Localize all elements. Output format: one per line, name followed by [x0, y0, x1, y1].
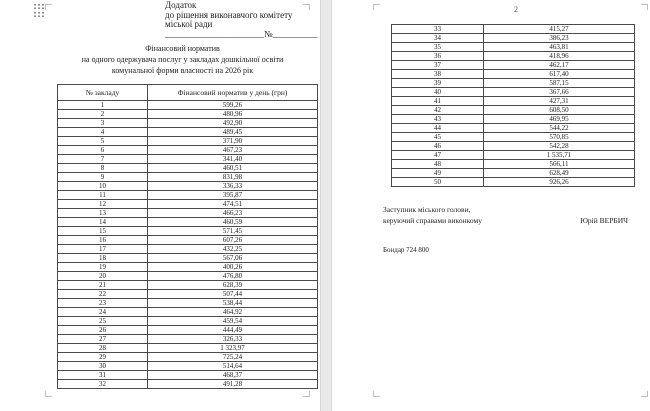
cell-number: 24: [58, 308, 148, 317]
cell-number: 36: [392, 52, 484, 61]
table-row: [392, 160, 635, 169]
cell-number: 1: [58, 101, 148, 110]
table-row: [392, 124, 635, 133]
cell-value: 367,66: [484, 88, 635, 97]
table-row: [58, 371, 318, 380]
table-row: [58, 353, 318, 362]
cell-value: 462,17: [484, 61, 635, 70]
table-row: [58, 245, 318, 254]
cell-value: 386,23: [484, 34, 635, 43]
cell-value: 418,96: [484, 52, 635, 61]
table-row: [58, 272, 318, 281]
cell-number: 44: [392, 124, 484, 133]
cell-number: 41: [392, 97, 484, 106]
cell-number: 49: [392, 169, 484, 178]
cell-number: 16: [58, 236, 148, 245]
table-row: [392, 97, 635, 106]
cell-value: 341,40: [148, 155, 318, 164]
cell-value: 468,37: [148, 371, 318, 380]
cell-value: 617,40: [484, 70, 635, 79]
cell-number: 4: [58, 128, 148, 137]
table-row: [58, 254, 318, 263]
cell-number: 46: [392, 142, 484, 151]
annex-block: [165, 1, 345, 40]
cell-value: 336,33: [148, 182, 318, 191]
table-row: [58, 173, 318, 182]
cell-number: 17: [58, 245, 148, 254]
text-boundary-corner: [45, 391, 52, 397]
cell-value: 628,49: [484, 169, 635, 178]
table-row: [392, 52, 635, 61]
cell-number: 29: [58, 353, 148, 362]
cell-value: 926,26: [484, 178, 635, 187]
cell-value: 538,44: [148, 299, 318, 308]
cell-value: 432,25: [148, 245, 318, 254]
cell-number: 10: [58, 182, 148, 191]
cell-number: 34: [392, 34, 484, 43]
table-row: [392, 79, 635, 88]
table-row: [58, 281, 318, 290]
cell-value: 628,39: [148, 281, 318, 290]
cell-value: 371,90: [148, 137, 318, 146]
signature-block: [383, 204, 628, 226]
cell-number: 42: [392, 106, 484, 115]
title-line: Фінансовий норматив: [145, 44, 220, 53]
cell-value: 566,11: [484, 160, 635, 169]
cell-number: 11: [58, 191, 148, 200]
table-row: [58, 218, 318, 227]
table-row: [58, 209, 318, 218]
cell-value: 480,96: [148, 110, 318, 119]
norms-table-page1[interactable]: [57, 84, 318, 389]
cell-value: 507,44: [148, 290, 318, 299]
cell-number: 6: [58, 146, 148, 155]
cell-number: 2: [58, 110, 148, 119]
page-number: 2: [514, 5, 518, 14]
annex-line: міської ради: [165, 19, 213, 30]
table-row: [58, 182, 318, 191]
text-boundary-corner: [641, 391, 648, 397]
table-row: [58, 344, 318, 353]
cell-number: 23: [58, 299, 148, 308]
cell-number: 31: [58, 371, 148, 380]
cell-value: 460,59: [148, 218, 318, 227]
annex-line: ______________________№__________: [165, 29, 318, 40]
cell-number: 14: [58, 218, 148, 227]
table-row: [58, 236, 318, 245]
cell-number: 3: [58, 119, 148, 128]
cell-number: 47: [392, 151, 484, 160]
table-row: [392, 133, 635, 142]
cell-number: 32: [58, 380, 148, 389]
cell-value: 489,45: [148, 128, 318, 137]
table-row: [58, 200, 318, 209]
table-row: [392, 115, 635, 124]
cell-value: 474,51: [148, 200, 318, 209]
signature-name: Юрій ВЕРБИЧ: [580, 216, 628, 225]
grid-dots-icon[interactable]: [33, 11, 45, 17]
table-row: [392, 178, 635, 187]
cell-value: 544,22: [484, 124, 635, 133]
table-row: [58, 380, 318, 389]
table-row: [58, 164, 318, 173]
executor-note: Бондар 724 800: [383, 246, 429, 254]
table-row: [58, 263, 318, 272]
table-row: [58, 290, 318, 299]
annex-line: до рішення виконавчого комітету: [165, 9, 293, 20]
cell-number: 45: [392, 133, 484, 142]
table-row: [58, 146, 318, 155]
cell-number: 28: [58, 344, 148, 353]
cell-value: 463,81: [484, 43, 635, 52]
cell-value: 570,85: [484, 133, 635, 142]
cell-number: 12: [58, 200, 148, 209]
cell-number: 37: [392, 61, 484, 70]
cell-number: 5: [58, 137, 148, 146]
norms-table-page2[interactable]: [391, 24, 635, 187]
table-row: [58, 326, 318, 335]
table-row: [58, 299, 318, 308]
cell-value: 464,92: [148, 308, 318, 317]
table-row: [58, 137, 318, 146]
cell-number: 15: [58, 227, 148, 236]
cell-value: 608,50: [484, 106, 635, 115]
signature-line: Заступник міського голови,: [383, 205, 471, 214]
cell-number: 27: [58, 335, 148, 344]
cell-value: 831,98: [148, 173, 318, 182]
cell-value: 514,64: [148, 362, 318, 371]
cell-value: 415,27: [484, 25, 635, 34]
cell-value: 476,80: [148, 272, 318, 281]
table-row: [392, 88, 635, 97]
table-row: [58, 155, 318, 164]
text-boundary-corner: [45, 4, 52, 10]
cell-number: 26: [58, 326, 148, 335]
cell-number: 20: [58, 272, 148, 281]
table-row: [58, 362, 318, 371]
cell-value: 395,87: [148, 191, 318, 200]
table-row: [392, 151, 635, 160]
cell-value: 599,26: [148, 101, 318, 110]
cell-value: 492,90: [148, 119, 318, 128]
table-row: [58, 110, 318, 119]
cell-value: 1 535,71: [484, 151, 635, 160]
table-header-row: [58, 85, 318, 101]
cell-value: 326,33: [148, 335, 318, 344]
table-row: [58, 227, 318, 236]
cell-number: 19: [58, 263, 148, 272]
cell-value: 459,54: [148, 317, 318, 326]
text-boundary-corner: [303, 391, 310, 397]
cell-number: 21: [58, 281, 148, 290]
cell-value: 571,45: [148, 227, 318, 236]
table-row: [392, 61, 635, 70]
cell-value: 460,51: [148, 164, 318, 173]
text-boundary-corner: [373, 4, 380, 10]
title-line: комунальної форми власності на 2026 рік: [111, 66, 254, 75]
title-line: на одного одержувача послуг у закладах дошкільної освіти: [81, 55, 284, 64]
table-row: [392, 169, 635, 178]
cell-value: 400,26: [148, 263, 318, 272]
cell-value: 466,23: [148, 209, 318, 218]
cell-value: 725,24: [148, 353, 318, 362]
cell-value: 542,28: [484, 142, 635, 151]
table-row: [58, 335, 318, 344]
signature-position: [383, 204, 482, 226]
table-row: [58, 308, 318, 317]
cell-number: 39: [392, 79, 484, 88]
table-row: [58, 191, 318, 200]
table-row: [58, 128, 318, 137]
cell-number: 7: [58, 155, 148, 164]
col-header-number: № закладу: [58, 85, 148, 101]
cell-number: 40: [392, 88, 484, 97]
table-row: [392, 106, 635, 115]
col-header-norm: Фінансовий норматив у день (грн): [148, 85, 318, 101]
cell-number: 22: [58, 290, 148, 299]
cell-value: 607,26: [148, 236, 318, 245]
cell-value: 427,31: [484, 97, 635, 106]
signature-line: керуючий справами виконкому: [383, 216, 482, 225]
cell-number: 8: [58, 164, 148, 173]
cell-value: 469,95: [484, 115, 635, 124]
annex-line: Додаток: [165, 0, 197, 10]
cell-number: 48: [392, 160, 484, 169]
cell-value: 467,23: [148, 146, 318, 155]
cell-number: 30: [58, 362, 148, 371]
cell-number: 18: [58, 254, 148, 263]
text-boundary-corner: [373, 391, 380, 397]
document-title: [40, 43, 325, 76]
cell-number: 43: [392, 115, 484, 124]
cell-number: 38: [392, 70, 484, 79]
table-row: [392, 70, 635, 79]
grid-dots-icon[interactable]: [33, 3, 45, 9]
cell-number: 50: [392, 178, 484, 187]
table-row: [58, 119, 318, 128]
page-gap: [320, 0, 332, 411]
table-row: [392, 25, 635, 34]
cell-number: 33: [392, 25, 484, 34]
cell-value: 491,28: [148, 380, 318, 389]
cell-value: 587,15: [484, 79, 635, 88]
text-boundary-corner: [641, 4, 648, 10]
cell-number: 25: [58, 317, 148, 326]
table-row: [392, 34, 635, 43]
cell-number: 35: [392, 43, 484, 52]
cell-value: 444,49: [148, 326, 318, 335]
table-row: [392, 43, 635, 52]
table-row: [58, 317, 318, 326]
table-row: [392, 142, 635, 151]
cell-number: 13: [58, 209, 148, 218]
cell-value: 1 323,97: [148, 344, 318, 353]
cell-value: 567,06: [148, 254, 318, 263]
table-row: [58, 101, 318, 110]
cell-number: 9: [58, 173, 148, 182]
